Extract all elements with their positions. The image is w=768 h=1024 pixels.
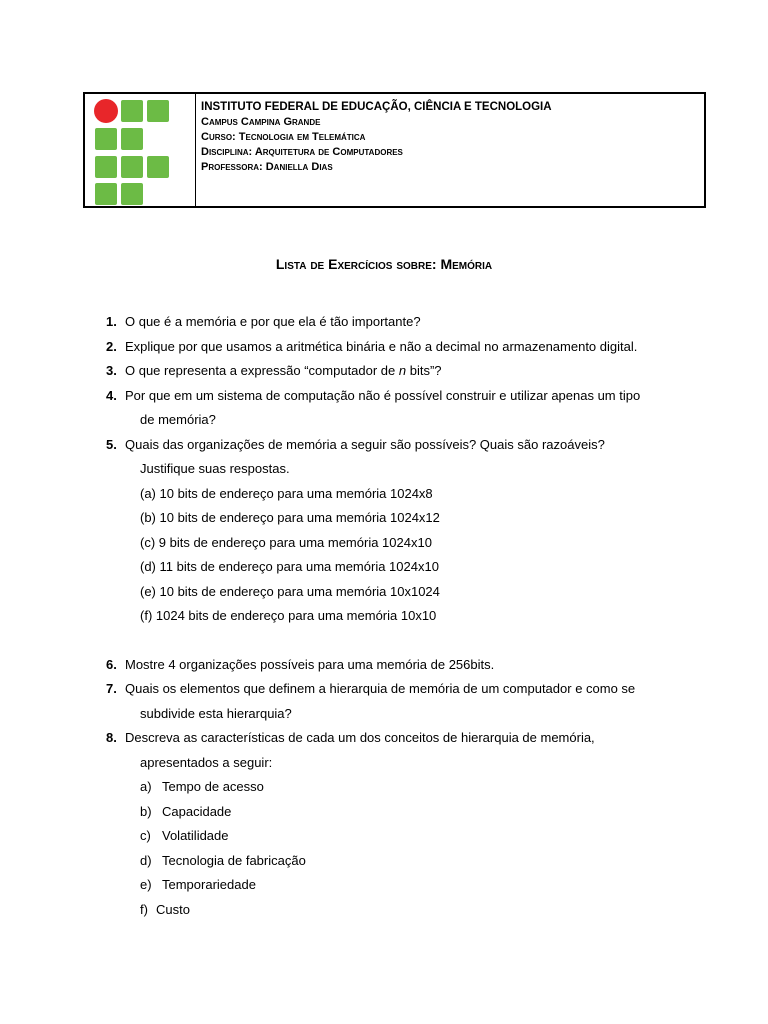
logo-square (95, 128, 117, 150)
question-text-italic: n (398, 363, 407, 378)
option-label: e) (140, 877, 152, 892)
question-text: Quais das organizações de memória a seguir são possíveis? Quais são razoáveis? (125, 436, 605, 452)
option-label: b) (140, 803, 152, 819)
question-continuation: subdivide esta hierarquia? (140, 705, 292, 721)
question-text: Mostre 4 organizações possíveis para uma memória de 256bits. (125, 656, 495, 672)
option-item (140, 800, 678, 825)
header-divider (195, 94, 196, 206)
logo-square (95, 156, 117, 178)
option-item (140, 898, 678, 923)
question-text: Explique por que usamos a aritmética binária e não a decimal no armazenamento digital. (125, 338, 638, 354)
question-6 (106, 653, 678, 678)
question-8 (106, 726, 678, 922)
question-continuation: de memória? (140, 412, 216, 427)
question-text: Descreva as características de cada um dos conceitos de hierarquia de memória, (125, 730, 595, 745)
option-item (140, 873, 678, 898)
question-number: 2. (106, 338, 117, 354)
option-label: d) (140, 852, 152, 868)
option-item: (b) 10 bits de endereço para uma memória 1024x12 (140, 510, 440, 525)
logo-square (121, 156, 143, 178)
question-number: 5. (106, 436, 117, 452)
question-2 (106, 335, 678, 360)
question-number: 8. (106, 730, 117, 745)
option-item (140, 824, 678, 849)
option-item: (c) 9 bits de endereço para uma memória 1024x10 (140, 534, 432, 550)
option-label: a) (140, 779, 152, 794)
question-3 (106, 359, 678, 384)
option-label: c) (140, 828, 151, 843)
question-continuation: apresentados a seguir: (140, 754, 273, 770)
question-number: 3. (106, 363, 117, 378)
institution-logo (93, 98, 173, 206)
option-label: f) (140, 901, 148, 917)
question-number: 7. (106, 681, 117, 696)
option-text: Volatilidade (162, 828, 229, 843)
campus-line: Campus Campina Grande (201, 116, 321, 128)
question-number: 6. (106, 656, 117, 672)
question-number: 4. (106, 387, 117, 403)
logo-square (121, 100, 143, 122)
institution-name: INSTITUTO FEDERAL DE EDUCAÇÃO, CIÊNCIA E TECNOLOGIA (201, 101, 552, 113)
question-text (125, 359, 678, 384)
question-number: 1. (106, 314, 117, 329)
option-text: Capacidade (162, 803, 232, 819)
option-item: (a) 10 bits de endereço para uma memória 1024x8 (140, 485, 433, 501)
question-5 (106, 433, 678, 629)
option-item (140, 775, 678, 800)
option-text: Custo (156, 901, 190, 917)
logo-square (121, 183, 143, 205)
page-title: Lista de Exercícios sobre: Memória (275, 256, 493, 272)
logo-square (121, 128, 143, 150)
spacer (106, 629, 678, 653)
question-text: Por que em um sistema de computação não é possível construir e utilizar apenas um tipo (125, 387, 641, 403)
question-1 (106, 310, 678, 335)
option-item: (f) 1024 bits de endereço para uma memória 10x10 (140, 608, 437, 623)
logo-square (147, 156, 169, 178)
option-item: (d) 11 bits de endereço para uma memória 1024x10 (140, 559, 439, 574)
professor-line: Professora: Daniella Dias (201, 161, 333, 173)
question-7 (106, 677, 678, 726)
question-text: O que é a memória e por que ela é tão importante? (125, 314, 421, 329)
logo-square (95, 183, 117, 205)
option-text: Tecnologia de fabricação (162, 852, 306, 868)
option-item (140, 849, 678, 874)
header-box (83, 92, 706, 208)
question-continuation: Justifique suas respostas. (140, 461, 290, 476)
course-line: Curso: Tecnologia em Telemática (201, 131, 366, 143)
option-text: Temporariedade (162, 877, 256, 892)
option-text: Tempo de acesso (162, 779, 264, 794)
header-info (201, 100, 552, 175)
question-4 (106, 384, 678, 433)
discipline-line: Disciplina: Arquitetura de Computadores (201, 146, 403, 158)
question-list (106, 310, 678, 922)
logo-red-circle (94, 99, 118, 123)
option-item: (e) 10 bits de endereço para uma memória 10x1024 (140, 583, 440, 599)
question-text-part: bits”? (406, 363, 442, 378)
logo-square (147, 100, 169, 122)
question-text-part: O que representa a expressão “computador de (125, 363, 399, 378)
question-text: Quais os elementos que definem a hierarquia de memória de um computador e como se (125, 681, 636, 696)
